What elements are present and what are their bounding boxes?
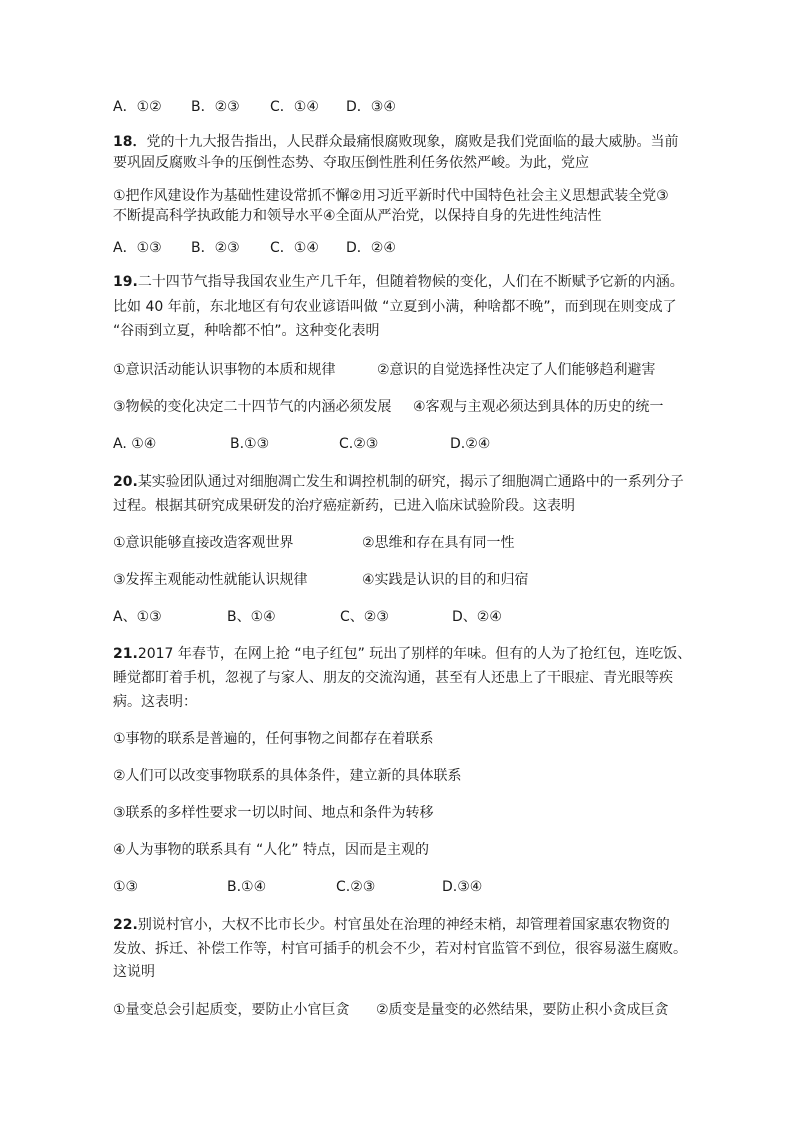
q22-stem-line-2: 发放、拆迁、补偿工作等，村官可插手的机会不少，若对村官监管不到位，很容易滋生腐败。 [113, 941, 687, 957]
q20-item-1: ①意识能够直接改造客观世界 [113, 535, 294, 551]
q20-stem-line-1: 20.某实验团队通过对细胞凋亡发生和调控机制的研究，揭示了细胞凋亡通路中的一系列分子 [113, 474, 684, 490]
q21-option-b: B.①④ [227, 879, 267, 895]
q21-item-3: ③联系的多样性要求一切以时间、地点和条件为转移 [113, 805, 434, 821]
q21-stem-line-2: 睡觉都盯着手机，忽视了与家人、朋友的交流沟通，甚至有人还患上了干眼症、青光眼等疾 [113, 670, 673, 686]
q20-number: 20. [113, 474, 138, 490]
q19-item-2: ②意识的自觉选择性决定了人们能够趋利避害 [377, 362, 656, 378]
q22-item-2: ②质变是量变的必然结果，要防止积小贪成巨贪 [376, 1002, 669, 1018]
q17-option-c: C．①④ [270, 99, 319, 115]
q22-number: 22. [113, 917, 138, 933]
q18-stem-line-1: 18．党的十九大报告指出，人民群众最痛恨腐败现象，腐败是我们党面临的最大威胁。当前 [113, 134, 679, 150]
q22-stem-line-1: 22.别说村官小，大权不比市长少。村官虽处在治理的神经末梢，却管理着国家惠农物资的 [113, 917, 670, 933]
q18-items-line-1: ①把作风建设作为基础性建设常抓不懈②用习近平新时代中国特色社会主义思想武装全党③ [113, 188, 669, 204]
q17-option-d: D．③④ [346, 99, 396, 115]
q18-stem-line-2: 要巩固反腐败斗争的压倒性态势、夺取压倒性胜利任务依然严峻。为此，党应 [113, 155, 589, 171]
q19-stem-line-3: “谷雨到立夏，种啥都不怕”。这种变化表明 [113, 323, 380, 339]
q19-number: 19. [113, 274, 138, 290]
q18-items-line-2: 不断提高科学执政能力和领导水平④全面从严治党，以保持自身的先进性纯洁性 [113, 208, 602, 224]
q22-item-1: ①量变总会引起质变，要防止小官巨贪 [113, 1002, 350, 1018]
q19-item-1: ①意识活动能认识事物的本质和规律 [113, 362, 336, 378]
q21-option-c: C.②③ [336, 879, 376, 895]
q19-option-b: B.①③ [230, 436, 270, 452]
q20-item-3: ③发挥主观能动性就能认识规律 [113, 572, 308, 588]
q20-option-d: D、②④ [452, 609, 502, 625]
q18-number: 18． [113, 134, 147, 150]
q21-number: 21. [113, 646, 138, 662]
q21-item-2: ②人们可以改变事物联系的具体条件，建立新的具体联系 [113, 768, 462, 784]
q19-stem-line-2: 比如 40 年前，东北地区有句农业谚语叫做 “立夏到小满，种啥都不晚”，而到现在则变成了 [113, 299, 677, 315]
q21-item-1: ①事物的联系是普遍的，任何事物之间都存在着联系 [113, 731, 434, 747]
q20-option-a: A、①③ [113, 609, 162, 625]
q21-stem-line-1: 21.2017 年春节，在网上抢 “电子红包” 玩出了别样的年味。但有的人为了抢红包，连吃饭、 [113, 646, 692, 662]
q19-stem-line-1: 19.二十四节气指导我国农业生产几千年，但随着物候的变化，人们在不断赋予它新的内涵。 [113, 274, 684, 290]
q18-option-c: C．①④ [270, 240, 319, 256]
q19-option-d: D.②④ [450, 436, 491, 452]
q19-item-3: ③物候的变化决定二十四节气的内涵必须发展 [113, 399, 392, 415]
q20-option-b: B、①④ [227, 609, 276, 625]
q17-option-a: A．①② [113, 99, 162, 115]
q21-option-d: D.③④ [442, 879, 483, 895]
q20-stem-line-2: 过程。根据其研究成果研发的治疗癌症新药，已进入临床试验阶段。这表明 [113, 498, 575, 514]
q19-item-4: ④客观与主观必须达到具体的历史的统一 [413, 399, 664, 415]
q21-stem-line-3: 病。这表明： [113, 694, 197, 710]
q19-option-c: C.②③ [339, 436, 379, 452]
q19-option-a: A. ①④ [113, 436, 157, 452]
q20-item-4: ④实践是认识的目的和归宿 [362, 572, 529, 588]
q18-option-b: B．②③ [191, 240, 240, 256]
q20-option-c: C、②③ [340, 609, 389, 625]
q17-option-b: B．②③ [191, 99, 240, 115]
q18-option-d: D．②④ [346, 240, 396, 256]
q18-option-a: A．①③ [113, 240, 162, 256]
q20-item-2: ②思维和存在具有同一性 [362, 535, 515, 551]
q21-item-4: ④人为事物的联系具有 “人化” 特点，因而是主观的 [113, 842, 429, 858]
q22-stem-line-3: 这说明 [113, 964, 155, 980]
q21-option-a: ①③ [113, 879, 139, 895]
